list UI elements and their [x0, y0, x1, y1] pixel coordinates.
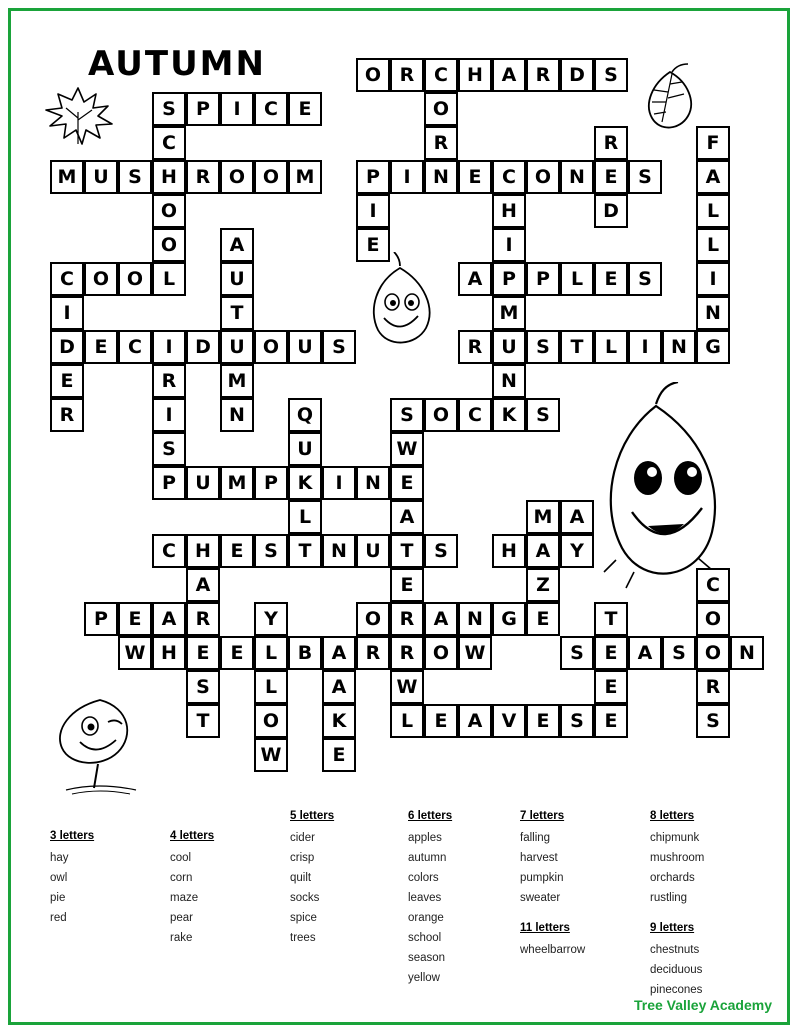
crossword-cell[interactable]: C	[458, 398, 492, 432]
crossword-cell[interactable]: K	[322, 704, 356, 738]
brand-label: Tree Valley Academy	[633, 997, 772, 1013]
crossword-cell[interactable]: T	[220, 296, 254, 330]
crossword-cell[interactable]: N	[730, 636, 764, 670]
crossword-cell[interactable]: T	[390, 534, 424, 568]
crossword-cell[interactable]: H	[458, 58, 492, 92]
crossword-cell[interactable]: Q	[288, 398, 322, 432]
crossword-cell[interactable]: M	[526, 500, 560, 534]
crossword-cell[interactable]: W	[390, 432, 424, 466]
crossword-cell[interactable]: I	[50, 296, 84, 330]
crossword-cell[interactable]: O	[254, 160, 288, 194]
crossword-cell[interactable]: L	[560, 262, 594, 296]
word-bank-heading: 7 letters	[520, 810, 565, 822]
crossword-cell[interactable]: C	[152, 534, 186, 568]
word-bank-word: chipmunk	[650, 832, 700, 844]
crossword-cell[interactable]: I	[390, 160, 424, 194]
crossword-cell[interactable]: O	[356, 602, 390, 636]
crossword-grid[interactable]	[50, 58, 755, 798]
crossword-cell[interactable]: S	[424, 534, 458, 568]
crossword-cell[interactable]: U	[186, 466, 220, 500]
crossword-cell[interactable]: N	[424, 160, 458, 194]
word-bank-word: falling	[520, 832, 551, 844]
crossword-cell[interactable]: S	[152, 432, 186, 466]
word-bank-word: harvest	[520, 852, 558, 864]
word-bank-word: apples	[408, 832, 442, 844]
crossword-cell[interactable]: O	[696, 602, 730, 636]
crossword-cell[interactable]: O	[254, 704, 288, 738]
page-title: AUTUMN	[88, 44, 266, 84]
crossword-cell[interactable]: C	[492, 160, 526, 194]
crossword-cell[interactable]: E	[50, 364, 84, 398]
word-bank-word: leaves	[408, 892, 442, 904]
crossword-cell[interactable]: T	[594, 602, 628, 636]
crossword-cell[interactable]: N	[356, 466, 390, 500]
crossword-cell[interactable]: I	[152, 330, 186, 364]
crossword-cell[interactable]: E	[390, 568, 424, 602]
word-bank-column	[170, 830, 214, 948]
crossword-cell[interactable]: U	[84, 160, 118, 194]
word-bank-word: mushroom	[650, 852, 705, 864]
crossword-cell[interactable]: L	[696, 194, 730, 228]
crossword-cell[interactable]: U	[220, 262, 254, 296]
crossword-cell[interactable]: C	[152, 126, 186, 160]
crossword-cell[interactable]: L	[594, 330, 628, 364]
crossword-cell[interactable]: D	[186, 330, 220, 364]
word-bank-word: red	[50, 912, 67, 924]
crossword-cell[interactable]: H	[152, 160, 186, 194]
word-bank-word: spice	[290, 912, 317, 924]
word-bank-word: orchards	[650, 872, 695, 884]
crossword-cell[interactable]: E	[356, 228, 390, 262]
word-bank-column	[520, 810, 585, 960]
crossword-cell[interactable]: O	[152, 228, 186, 262]
crossword-cell[interactable]: S	[254, 534, 288, 568]
word-bank-word: sweater	[520, 892, 561, 904]
crossword-cell[interactable]: A	[696, 160, 730, 194]
crossword-cell[interactable]: N	[458, 602, 492, 636]
word-bank-heading: 3 letters	[50, 830, 95, 842]
word-bank-word: orange	[408, 912, 444, 924]
word-bank-heading: 6 letters	[408, 810, 453, 822]
crossword-cell[interactable]: E	[390, 466, 424, 500]
crossword-cell[interactable]: R	[526, 58, 560, 92]
crossword-cell[interactable]: P	[84, 602, 118, 636]
crossword-cell[interactable]: L	[390, 704, 424, 738]
word-bank-word: cider	[290, 832, 315, 844]
word-bank-heading: 5 letters	[290, 810, 335, 822]
crossword-cell[interactable]: R	[186, 602, 220, 636]
crossword-cell[interactable]: S	[628, 160, 662, 194]
word-bank-column	[408, 810, 452, 988]
crossword-cell[interactable]: S	[118, 160, 152, 194]
crossword-cell[interactable]: E	[594, 670, 628, 704]
crossword-cell[interactable]: O	[424, 398, 458, 432]
crossword-cell[interactable]: R	[152, 364, 186, 398]
crossword-cell[interactable]: U	[288, 432, 322, 466]
word-bank-heading: 11 letters	[520, 922, 570, 934]
crossword-cell[interactable]: R	[50, 398, 84, 432]
crossword-cell[interactable]: O	[526, 160, 560, 194]
word-bank-word: wheelbarrow	[520, 944, 586, 956]
crossword-cell[interactable]: P	[254, 466, 288, 500]
crossword-cell[interactable]: Y	[560, 534, 594, 568]
crossword-cell[interactable]: A	[220, 228, 254, 262]
word-bank-heading: 4 letters	[170, 830, 215, 842]
word-bank-heading: 9 letters	[650, 922, 695, 934]
crossword-cell[interactable]: R	[424, 126, 458, 160]
crossword-cell[interactable]: K	[492, 398, 526, 432]
crossword-cell[interactable]: N	[322, 534, 356, 568]
crossword-cell[interactable]: R	[186, 160, 220, 194]
word-bank-column	[50, 830, 94, 928]
word-bank-column	[290, 810, 334, 948]
crossword-cell[interactable]: F	[696, 126, 730, 160]
crossword-cell[interactable]: E	[220, 636, 254, 670]
crossword-cell[interactable]: R	[390, 58, 424, 92]
crossword-cell[interactable]: S	[390, 398, 424, 432]
crossword-cell[interactable]: R	[594, 126, 628, 160]
crossword-cell[interactable]: O	[424, 636, 458, 670]
crossword-cell[interactable]: O	[696, 636, 730, 670]
word-bank-word: school	[408, 932, 442, 944]
crossword-cell[interactable]: V	[492, 704, 526, 738]
crossword-cell[interactable]: M	[492, 296, 526, 330]
word-bank-word: pear	[170, 912, 194, 924]
word-bank-word: yellow	[408, 972, 440, 984]
crossword-cell[interactable]: S	[662, 636, 696, 670]
crossword-cell[interactable]: M	[288, 160, 322, 194]
word-bank-word: crisp	[290, 852, 315, 864]
crossword-cell[interactable]: O	[254, 330, 288, 364]
crossword-cell[interactable]: P	[186, 92, 220, 126]
crossword-cell[interactable]: O	[84, 262, 118, 296]
crossword-cell[interactable]: R	[390, 636, 424, 670]
crossword-cell[interactable]: A	[560, 500, 594, 534]
word-bank-word: rustling	[650, 892, 688, 904]
crossword-cell[interactable]: S	[186, 670, 220, 704]
word-bank-word: pumpkin	[520, 872, 564, 884]
crossword-cell[interactable]: E	[424, 704, 458, 738]
crossword-cell[interactable]: A	[322, 636, 356, 670]
crossword-cell[interactable]: P	[356, 160, 390, 194]
word-bank-word: socks	[290, 892, 320, 904]
crossword-cell[interactable]: C	[424, 58, 458, 92]
crossword-cell[interactable]: S	[526, 330, 560, 364]
crossword-cell[interactable]: E	[220, 534, 254, 568]
crossword-cell[interactable]: N	[492, 364, 526, 398]
word-bank-column	[650, 810, 704, 1000]
crossword-cell[interactable]: S	[696, 704, 730, 738]
crossword-cell[interactable]: E	[118, 602, 152, 636]
crossword-cell[interactable]: B	[288, 636, 322, 670]
crossword-cell[interactable]: S	[560, 636, 594, 670]
crossword-cell[interactable]: D	[560, 58, 594, 92]
crossword-cell[interactable]: S	[628, 262, 662, 296]
word-bank-word: cool	[170, 852, 192, 864]
word-bank-word: pie	[50, 892, 66, 904]
crossword-cell[interactable]: C	[254, 92, 288, 126]
crossword-cell[interactable]: D	[50, 330, 84, 364]
word-bank-word: trees	[290, 932, 316, 944]
word-bank-word: maze	[170, 892, 199, 904]
crossword-cell[interactable]: A	[458, 704, 492, 738]
crossword-cell[interactable]: W	[254, 738, 288, 772]
crossword-cell[interactable]: U	[220, 330, 254, 364]
crossword-cell[interactable]: I	[696, 262, 730, 296]
crossword-cell[interactable]: E	[594, 704, 628, 738]
crossword-cell[interactable]: O	[118, 262, 152, 296]
crossword-cell[interactable]: I	[356, 194, 390, 228]
crossword-cell[interactable]: N	[560, 160, 594, 194]
crossword-cell[interactable]: W	[118, 636, 152, 670]
crossword-cell[interactable]: U	[288, 330, 322, 364]
crossword-cell[interactable]: E	[288, 92, 322, 126]
crossword-cell[interactable]: Y	[254, 602, 288, 636]
crossword-cell[interactable]: A	[492, 58, 526, 92]
crossword-cell[interactable]: E	[594, 160, 628, 194]
crossword-cell[interactable]: L	[288, 500, 322, 534]
crossword-cell[interactable]: A	[322, 670, 356, 704]
crossword-cell[interactable]: H	[152, 636, 186, 670]
word-bank-word: rake	[170, 932, 193, 944]
crossword-cell[interactable]: S	[594, 58, 628, 92]
crossword-cell[interactable]: S	[560, 704, 594, 738]
crossword-cell[interactable]: E	[526, 704, 560, 738]
crossword-cell[interactable]: L	[696, 228, 730, 262]
word-bank-word: deciduous	[650, 964, 703, 976]
crossword-cell[interactable]: O	[424, 92, 458, 126]
crossword-cell[interactable]: M	[220, 466, 254, 500]
word-bank-word: hay	[50, 852, 69, 864]
crossword-cell[interactable]: E	[458, 160, 492, 194]
crossword-cell[interactable]: C	[50, 262, 84, 296]
crossword-cell[interactable]: R	[696, 670, 730, 704]
crossword-cell[interactable]: L	[254, 670, 288, 704]
crossword-cell[interactable]: W	[390, 670, 424, 704]
crossword-cell[interactable]: A	[390, 500, 424, 534]
word-bank-word: colors	[408, 872, 439, 884]
crossword-cell[interactable]: H	[492, 194, 526, 228]
crossword-cell[interactable]: D	[594, 194, 628, 228]
crossword-cell[interactable]: E	[84, 330, 118, 364]
crossword-cell[interactable]: C	[696, 568, 730, 602]
crossword-cell[interactable]: A	[628, 636, 662, 670]
crossword-cell[interactable]: G	[492, 602, 526, 636]
word-bank-word: autumn	[408, 852, 447, 864]
crossword-cell[interactable]: O	[220, 160, 254, 194]
crossword-cell[interactable]: S	[526, 398, 560, 432]
word-bank-word: pinecones	[650, 984, 703, 996]
crossword-cell[interactable]: S	[322, 330, 356, 364]
crossword-cell[interactable]: I	[220, 92, 254, 126]
crossword-cell[interactable]: E	[186, 636, 220, 670]
crossword-cell[interactable]: I	[152, 398, 186, 432]
word-bank-word: season	[408, 952, 446, 964]
crossword-cell[interactable]: O	[152, 194, 186, 228]
crossword-cell[interactable]: E	[594, 262, 628, 296]
crossword-cell[interactable]: U	[356, 534, 390, 568]
crossword-cell[interactable]: K	[288, 466, 322, 500]
crossword-cell[interactable]: M	[50, 160, 84, 194]
crossword-cell[interactable]: P	[152, 466, 186, 500]
crossword-cell[interactable]: I	[322, 466, 356, 500]
crossword-cell[interactable]: E	[526, 602, 560, 636]
crossword-cell[interactable]: L	[254, 636, 288, 670]
crossword-cell[interactable]: T	[560, 330, 594, 364]
crossword-cell[interactable]: H	[186, 534, 220, 568]
crossword-cell[interactable]: C	[118, 330, 152, 364]
word-bank-word: chestnuts	[650, 944, 700, 956]
crossword-cell[interactable]: M	[220, 364, 254, 398]
crossword-cell[interactable]: R	[356, 636, 390, 670]
crossword-cell[interactable]: A	[424, 602, 458, 636]
crossword-cell[interactable]: E	[322, 738, 356, 772]
crossword-cell[interactable]: R	[390, 602, 424, 636]
crossword-cell[interactable]: I	[492, 228, 526, 262]
crossword-cell[interactable]: R	[458, 330, 492, 364]
crossword-cell[interactable]: N	[662, 330, 696, 364]
crossword-cell[interactable]: H	[492, 534, 526, 568]
crossword-cell[interactable]: T	[186, 704, 220, 738]
crossword-cell[interactable]: O	[356, 58, 390, 92]
crossword-cell[interactable]: I	[628, 330, 662, 364]
word-bank-heading: 8 letters	[650, 810, 695, 822]
crossword-cell[interactable]: N	[220, 398, 254, 432]
crossword-cell[interactable]: A	[186, 568, 220, 602]
crossword-cell[interactable]: E	[594, 636, 628, 670]
word-bank-word: corn	[170, 872, 193, 884]
crossword-cell[interactable]: L	[152, 262, 186, 296]
crossword-cell[interactable]: P	[492, 262, 526, 296]
crossword-cell[interactable]: T	[288, 534, 322, 568]
crossword-cell[interactable]: W	[458, 636, 492, 670]
crossword-cell[interactable]: A	[526, 534, 560, 568]
crossword-cell[interactable]: A	[458, 262, 492, 296]
crossword-cell[interactable]: S	[152, 92, 186, 126]
crossword-cell[interactable]: P	[526, 262, 560, 296]
crossword-cell[interactable]: U	[492, 330, 526, 364]
word-bank-word: owl	[50, 872, 68, 884]
crossword-cell[interactable]: Z	[526, 568, 560, 602]
crossword-cell[interactable]: A	[152, 602, 186, 636]
crossword-cell[interactable]: G	[696, 330, 730, 364]
word-bank-word: quilt	[290, 872, 312, 884]
crossword-cell[interactable]: N	[696, 296, 730, 330]
